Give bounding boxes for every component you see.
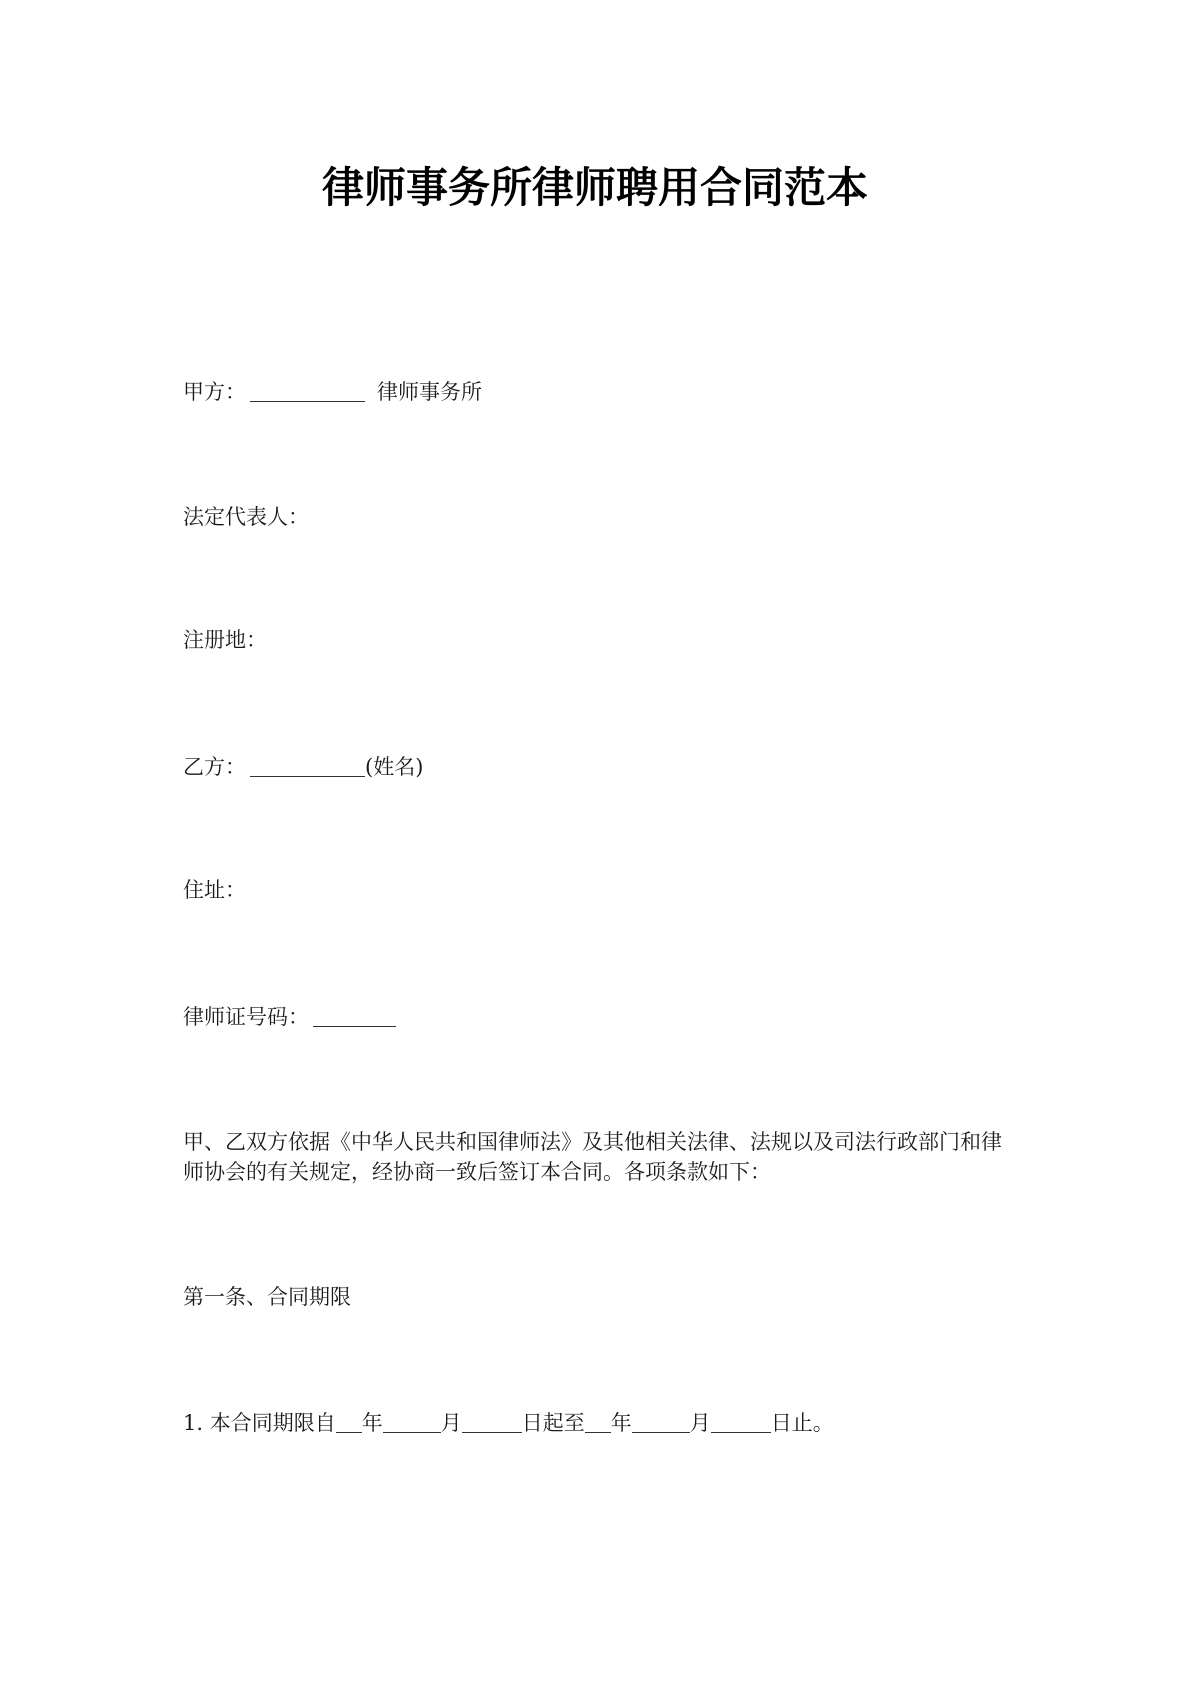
address-label: 住址： (183, 878, 246, 902)
document-title: 律师事务所律师聘用合同范本 (321, 163, 868, 212)
start-day-suffix: 日起至 (521, 1411, 585, 1435)
party-b-name-blank[interactable] (250, 756, 365, 777)
start-year-label: 年 (361, 1411, 383, 1435)
start-day-blank[interactable] (462, 1412, 522, 1433)
preamble-line-2: 师协会的有关规定，经协商一致后签订本合同。各项条款如下： (183, 1160, 771, 1184)
article-1-clause-1 (183, 1408, 834, 1438)
end-year-blank[interactable] (585, 1412, 611, 1433)
end-day-suffix: 日止。 (770, 1411, 834, 1435)
party-a-name-blank[interactable] (250, 381, 365, 402)
party-a-line (183, 377, 482, 407)
start-year-blank[interactable] (336, 1412, 362, 1433)
preamble-paragraph (183, 1127, 1013, 1187)
party-a-label: 甲方： (183, 380, 246, 404)
party-b-line (183, 752, 423, 782)
party-b-suffix: (姓名) (365, 755, 424, 779)
lawyer-license-line (183, 1002, 396, 1032)
lawyer-license-blank[interactable] (313, 1006, 396, 1027)
end-month-blank[interactable] (632, 1412, 690, 1433)
start-month-blank[interactable] (383, 1412, 441, 1433)
registered-address-line (183, 625, 267, 655)
article-1-heading (183, 1282, 351, 1312)
end-month-label: 月 (689, 1411, 711, 1435)
lawyer-license-label: 律师证号码： (183, 1005, 309, 1029)
legal-representative-line (183, 502, 309, 532)
start-month-label: 月 (440, 1411, 462, 1435)
preamble-line-1: 甲、乙双方依据《中华人民共和国律师法》及其他相关法律、法规以及司法行政部门和律 (183, 1130, 1002, 1154)
end-year-label: 年 (610, 1411, 632, 1435)
legal-representative-label: 法定代表人： (183, 505, 309, 529)
clause-1-prefix: 1. 本合同期限自 (183, 1411, 336, 1435)
address-line (183, 875, 246, 905)
end-day-blank[interactable] (711, 1412, 771, 1433)
party-a-suffix: 律师事务所 (377, 380, 482, 404)
registered-address-label: 注册地： (183, 628, 267, 652)
party-b-label: 乙方： (183, 755, 246, 779)
article-1-heading-text: 第一条、合同期限 (183, 1285, 351, 1309)
